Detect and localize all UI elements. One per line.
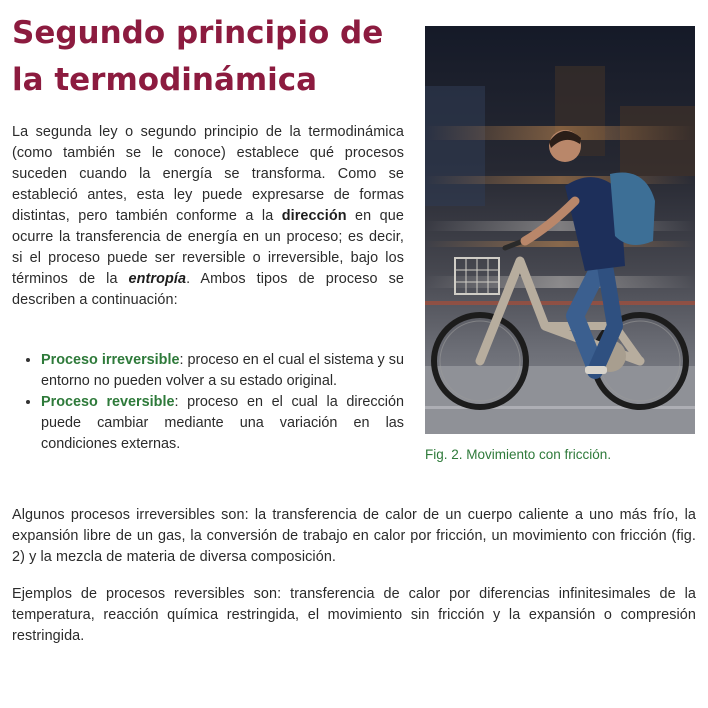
intro-text: . Ambos tipos de proceso se describen a continuación: [12, 271, 404, 308]
cyclist-photo [425, 26, 695, 434]
irreversible-examples-paragraph: Algunos procesos irreversibles son: la transferencia de calor de un cuerpo caliente a uno más frío, la expansión libre de un gas, la conversión de trabajo en calor por fricción, un movimiento con fricción (fig. 2) y la mezcla de materia de diversa composición. [12, 507, 696, 565]
intro-text: La segunda ley o segundo principio de la termodinámica (como también se le conoce) establece qué procesos suceden cuando la energía se transforma. Como se estableció antes, esta ley puede expresarse de formas distintas, pero también conforme a la [12, 124, 404, 224]
definition-irreversible: : proceso en el cual el sistema y su entorno no pueden volver a su estado original. [41, 352, 404, 389]
term-reversible: Proceso reversible [41, 394, 175, 410]
definition-reversible: : proceso en el cual la dirección puede cambiar mediante una variación en las condiciones externas. [41, 394, 404, 452]
reversible-examples-paragraph: Ejemplos de procesos reversibles son: transferencia de calor por diferencias infinitesimales de la temperatura, reacción química restringida, el movimiento sin fricción y la expansión o compresión restringida. [12, 586, 696, 644]
figure-caption: Fig. 2. Movimiento con fricción. [425, 447, 612, 462]
list-item [41, 350, 404, 392]
intro-paragraph [12, 122, 404, 311]
intro-text: en que ocurre la transferencia de energía en un proceso; es decir, si el proceso puede ser reversible o irreversible, bajo los términos de la [12, 208, 404, 287]
list-item [41, 392, 404, 455]
page-title: Segundo principio de la termodinámica [12, 15, 384, 98]
keyword-direccion: dirección [281, 208, 347, 224]
process-types-list [12, 350, 404, 455]
keyword-entropia: entropía [128, 271, 187, 287]
term-irreversible: Proceso irreversible [41, 352, 180, 368]
